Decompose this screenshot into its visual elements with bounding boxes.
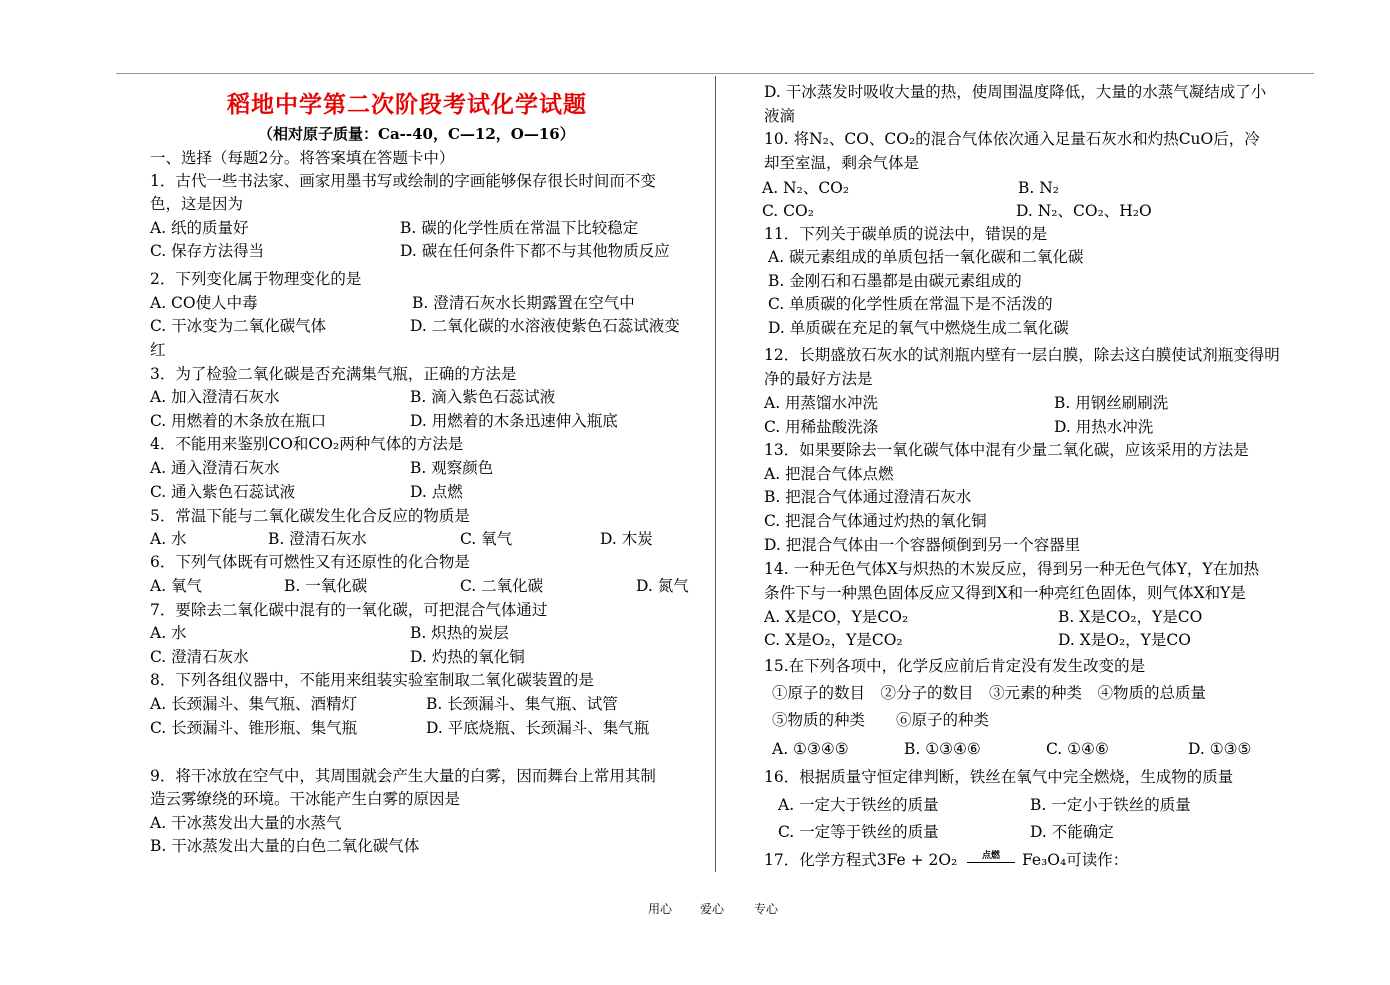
text-line: 16．根据质量守恒定律判断，铁丝在氧气中完全燃烧，生成物的质量: [764, 768, 1234, 786]
text-line: 7．要除去二氧化碳中混有的一氧化碳，可把混合气体通过: [150, 601, 548, 619]
text-line: C. 一定等于铁丝的质量: [778, 823, 939, 841]
text-line: B. 炽热的炭层: [410, 624, 509, 642]
text-line: B. 碳的化学性质在常温下比较稳定: [400, 219, 639, 237]
text-line: D. N₂、CO₂、H₂O: [1016, 202, 1152, 220]
text-line: C. X是O₂，Y是CO₂: [764, 631, 903, 649]
text-line: A. 水: [150, 530, 187, 548]
text-line: B. 一定小于铁丝的质量: [1030, 796, 1191, 814]
text-line: 条件下与一种黑色固体反应又得到X和一种亮红色固体，则气体X和Y是: [764, 584, 1246, 602]
text-line: B. 滴入紫色石蕊试液: [410, 388, 556, 406]
text-line: 8．下列各组仪器中，不能用来组装实验室制取二氧化碳装置的是: [150, 671, 594, 689]
text-line: A. 纸的质量好: [150, 219, 249, 237]
text-line: C. 通入紫色石蕊试液: [150, 483, 296, 501]
text-line: 12．长期盛放石灰水的试剂瓶内壁有一层白膜，除去这白膜使试剂瓶变得明: [764, 346, 1280, 364]
text-line: 液滴: [764, 107, 796, 125]
text-line: D. 干冰蒸发时吸收大量的热，使周围温度降低，大量的水蒸气凝结成了小: [764, 83, 1267, 101]
text-line: B. 一氧化碳: [284, 577, 368, 595]
text-line: 2．下列变化属于物理变化的是: [150, 270, 362, 288]
text-line: B. 金刚石和石墨都是由碳元素组成的: [768, 272, 1022, 290]
text-line: B. 长颈漏斗、集气瓶、试管: [426, 695, 618, 713]
text-line: D. 灼热的氧化铜: [410, 648, 525, 666]
text-line: A. 通入澄清石灰水: [150, 459, 280, 477]
text-line: 造云雾缭绕的环境。干冰能产生白雾的原因是: [150, 790, 461, 808]
text-line: B. 用钢丝刷刷洗: [1054, 394, 1169, 412]
text-line: ①原子的数目 ②分子的数目 ③元素的种类 ④物质的总质量: [772, 684, 1207, 702]
text-line: C. 单质碳的化学性质在常温下是不活泼的: [768, 295, 1053, 313]
text-line: 11．下列关于碳单质的说法中，错误的是: [764, 225, 1048, 243]
text-line: A. 加入澄清石灰水: [150, 388, 280, 406]
text-line: 色，这是因为: [150, 195, 244, 213]
text-line: D. 不能确定: [1030, 823, 1114, 841]
text-line: D. 用热水冲洗: [1054, 418, 1154, 436]
text-line: B. 澄清石灰水: [268, 530, 367, 548]
text-line: 6．下列气体既有可燃性又有还原性的化合物是: [150, 553, 470, 571]
text-line: B. 干冰蒸发出大量的白色二氧化碳气体: [150, 837, 420, 855]
text-line: C. 用燃着的木条放在瓶口: [150, 412, 327, 430]
text-line: B. 把混合气体通过澄清石灰水: [764, 488, 972, 506]
footer-text: 用心: [648, 902, 673, 916]
text-line: B. ①③④⑥: [904, 740, 981, 758]
text-line: A. 长颈漏斗、集气瓶、酒精灯: [150, 695, 358, 713]
text-line: B. 澄清石灰水长期露置在空气中: [412, 294, 635, 312]
text-line: A. 一定大于铁丝的质量: [778, 796, 939, 814]
text-line: A. X是CO，Y是CO₂: [764, 608, 909, 626]
text-line: A. N₂、CO₂: [762, 179, 850, 197]
text-line: Fe₃O₄可读作：: [1022, 851, 1129, 869]
page-title: 稻地中学第二次阶段考试化学试题: [227, 91, 587, 118]
text-line: 14. 一种无色气体X与炽热的木炭反应，得到另一种无色气体Y，Y在加热: [764, 560, 1260, 578]
text-line: B. N₂: [1018, 179, 1060, 197]
text-line: 却至室温，剩余气体是: [764, 154, 920, 172]
text-line: C. 氧气: [460, 530, 513, 548]
text-line: D. X是O₂，Y是CO: [1058, 631, 1191, 649]
text-line: D. 用燃着的木条迅速伸入瓶底: [410, 412, 618, 430]
text-line: C. 二氧化碳: [460, 577, 544, 595]
text-line: D. 木炭: [600, 530, 653, 548]
text-line: 红: [150, 341, 166, 359]
text-line: C. CO₂: [762, 202, 814, 220]
text-line: B. 观察颜色: [410, 459, 494, 477]
text-line: D. 点燃: [410, 483, 463, 501]
text-line: 9．将干冰放在空气中，其周围就会产生大量的白雾，因而舞台上常用其制: [150, 767, 656, 785]
text-line: 净的最好方法是: [764, 370, 873, 388]
text-line: C. 干冰变为二氧化碳气体: [150, 317, 327, 335]
text-line: 5．常温下能与二氧化碳发生化合反应的物质是: [150, 507, 470, 525]
text-line: D. 氮气: [636, 577, 689, 595]
text-line: D. 碳在任何条件下都不与其他物质反应: [400, 242, 670, 260]
text-line: A. 用蒸馏水冲洗: [764, 394, 879, 412]
footer-text: 专心: [754, 902, 779, 916]
text-line: D. ①③⑤: [1188, 740, 1252, 758]
column-divider: [715, 76, 716, 872]
text-line: D. 把混合气体由一个容器倾倒到另一个容器里: [764, 536, 1081, 554]
text-line: D. 单质碳在充足的氧气中燃烧生成二氧化碳: [768, 319, 1069, 337]
text-line: A. 氧气: [150, 577, 203, 595]
text-line: D. 二氧化碳的水溶液使紫色石蕊试液变: [410, 317, 680, 335]
text-line: A. ①③④⑤: [772, 740, 849, 758]
reaction-condition: 点燃: [981, 851, 1000, 861]
text-line: 17．化学方程式3Fe + 2O₂: [764, 851, 958, 869]
text-line: 一、选择（每题2分。将答案填在答题卡中）: [150, 149, 455, 167]
text-line: C. 长颈漏斗、锥形瓶、集气瓶: [150, 719, 358, 737]
atomic-mass-note: （相对原子质量：Ca--40，C—12，O—16）: [258, 125, 575, 143]
text-line: C. 保存方法得当: [150, 242, 265, 260]
text-line: C. ①④⑥: [1046, 740, 1109, 758]
text-line: A. 把混合气体点燃: [764, 465, 894, 483]
text-line: A. 水: [150, 624, 187, 642]
header-rule: [116, 73, 1314, 74]
text-line: A. 碳元素组成的单质包括一氧化碳和二氧化碳: [768, 248, 1084, 266]
text-line: A. CO使人中毒: [150, 294, 258, 312]
text-line: 3．为了检验二氧化碳是否充满集气瓶，正确的方法是: [150, 365, 517, 383]
text-line: C. 澄清石灰水: [150, 648, 249, 666]
text-line: 15.在下列各项中，化学反应前后肯定没有发生改变的是: [764, 657, 1146, 675]
text-line: C. 把混合气体通过灼热的氧化铜: [764, 512, 987, 530]
text-line: C. 用稀盐酸洗涤: [764, 418, 879, 436]
text-line: 1．古代一些书法家、画家用墨书写或绘制的字画能够保存很长时间而不变: [150, 172, 656, 190]
text-line: A. 干冰蒸发出大量的水蒸气: [150, 814, 342, 832]
text-line: 4．不能用来鉴别CO和CO₂两种气体的方法是: [150, 435, 464, 453]
arrow-bar: [967, 862, 1015, 863]
text-line: 10. 将N₂、CO、CO₂的混合气体依次通入足量石灰水和灼热CuO后，冷: [764, 130, 1260, 148]
text-line: D. 平底烧瓶、长颈漏斗、集气瓶: [426, 719, 650, 737]
text-line: 13．如果要除去一氧化碳气体中混有少量二氧化碳，应该采用的方法是: [764, 441, 1249, 459]
reaction-arrow: [967, 851, 1015, 863]
text-line: ⑤物质的种类 ⑥原子的种类: [772, 711, 990, 729]
footer-text: 爱心: [700, 902, 725, 916]
text-line: B. X是CO₂，Y是CO: [1058, 608, 1203, 626]
